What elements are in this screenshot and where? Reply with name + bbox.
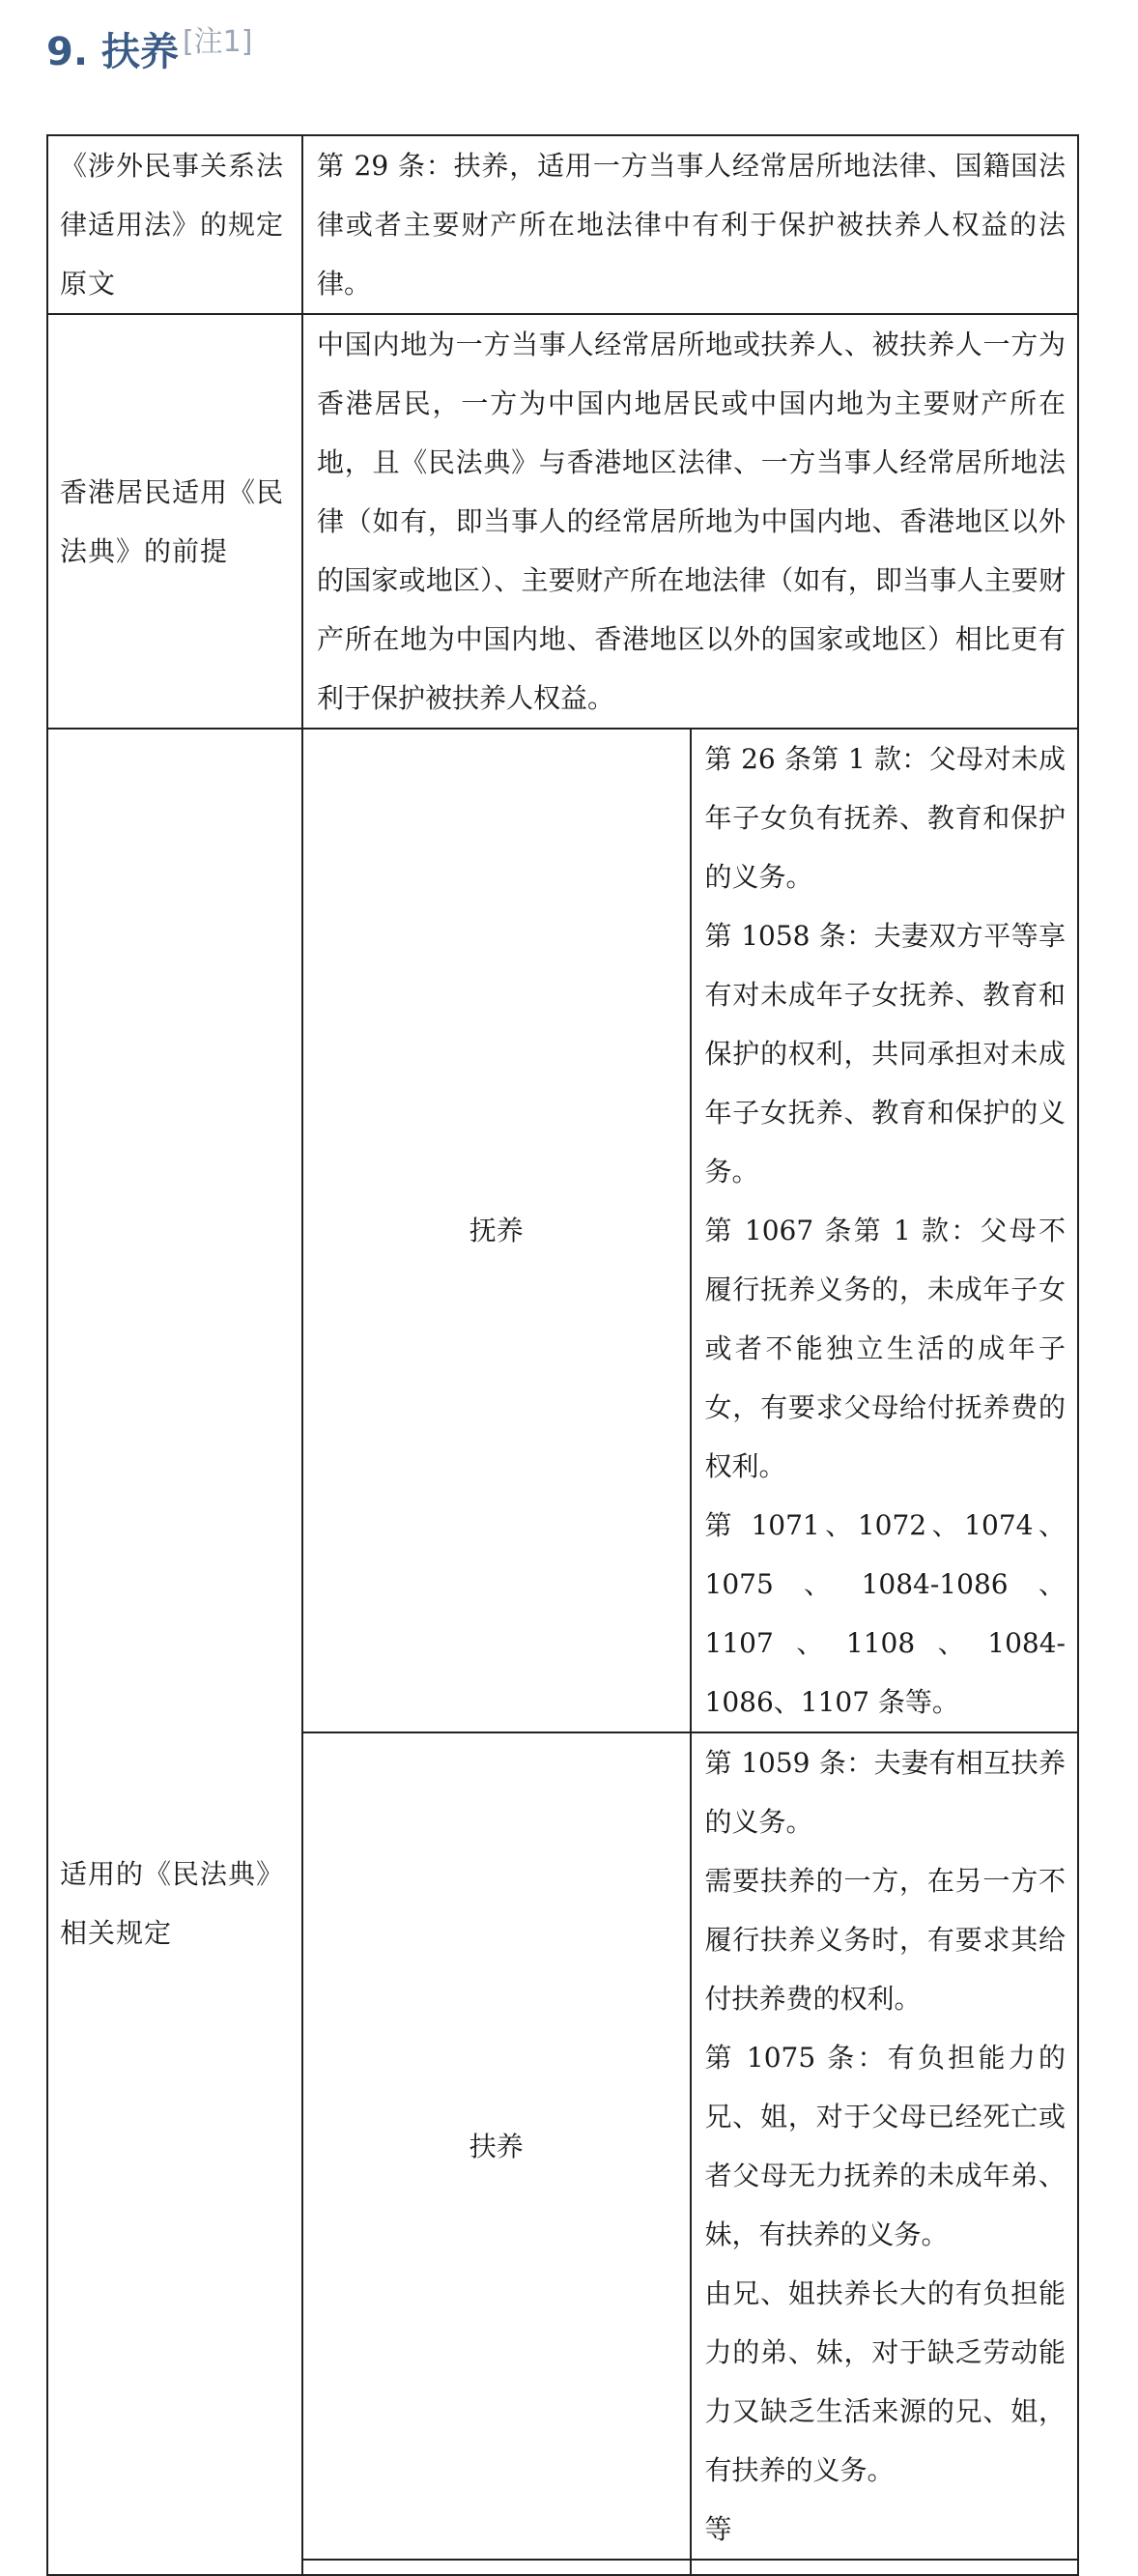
content-support [691,1732,1079,2560]
provision-paragraph: 第 26 条第 1 款：父母对未成年子女负有抚养、教育和保护的义务。 [704,743,1066,893]
section-heading [46,27,252,77]
article-29-text: 第 29 条：扶养，适用一方当事人经常居所地法律、国籍国法律或者主要财产所在地法律中有利于保护被扶养人权益的法律。 [317,150,1066,300]
row-premise [47,314,1078,729]
provision-paragraph: 等 [704,2513,732,2545]
provision-paragraph: 第 1067 条第 1 款：父母不履行抚养义务的，未成年子女或者不能独立生活的成年子女，有要求父母给付抚养费的权利。 [704,1215,1066,1482]
label-premise: 香港居民适用《民法典》的前提 [47,314,302,729]
row-provisions-raising [47,729,1078,1732]
label-provisions-text: 适用的《民法典》相关规定 [60,1857,285,1949]
sub-label-continued [302,2560,691,2575]
provision-paragraph: 由兄、姐扶养长大的有负担能力的弟、妹，对于缺乏劳动能力又缺乏生活来源的兄、姐，有扶养的义务。 [704,2277,1066,2486]
sub-label-raising: 抚养 [302,729,691,1732]
law-table [46,134,1079,2576]
provision-paragraph: 需要扶养的一方，在另一方不履行扶养义务时，有要求其给付扶养费的权利。 [704,1865,1066,2015]
label-provisions [47,729,302,2575]
content-premise [302,314,1078,729]
footnote-marker[interactable]: [注1] [182,25,253,59]
provision-paragraph: 第 1071、1072、1074、1075、1084-1086、1107、1108、1084-1086、1107 条等。 [704,1509,1066,1718]
label-original-text: 《涉外民事关系法律适用法》的规定原文 [47,135,302,314]
provision-paragraph: 第 1058 条：夫妻双方平等享有对未成年子女抚养、教育和保护的权利，共同承担对未成年子女抚养、教育和保护的义务。 [704,920,1066,1188]
row-original-text [47,135,1078,314]
content-continued [691,2560,1079,2575]
sub-label-support: 扶养 [302,1732,691,2560]
provision-paragraph: 第 1059 条：夫妻有相互扶养的义务。 [704,1747,1066,1838]
content-original-text [302,135,1078,314]
provision-paragraph: 第 1075 条：有负担能力的兄、姐，对于父母已经死亡或者父母无力抚养的未成年弟、妹，有扶养的义务。 [704,2042,1066,2250]
premise-text: 中国内地为一方当事人经常居所地或扶养人、被扶养人一方为香港居民，一方为中国内地居民或中国内地为主要财产所在地，且《民法典》与香港地区法律、一方当事人经常居所地法律（如有，即当事人的经常居所地为中国内地、香港地区以外的国家或地区）、主要财产所在地法律（如有，即当事人主要财产所在地为中国内地、香港地区以外的国家或地区）相比更有利于保护被扶养人权益。 [317,329,1066,714]
section-title: 9. 扶养 [46,30,179,74]
content-raising [691,729,1079,1732]
